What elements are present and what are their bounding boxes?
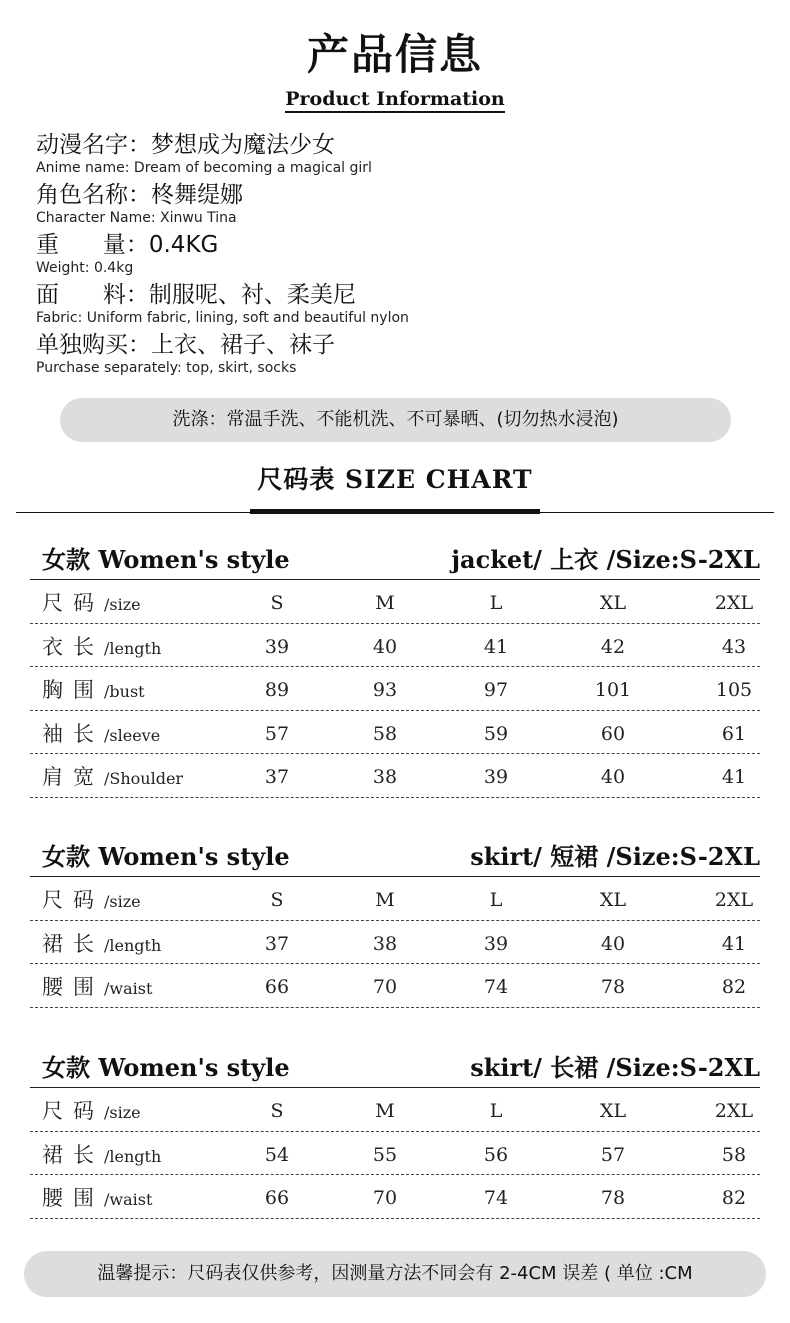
row-label-en: /size <box>104 595 141 614</box>
page-subtitle: Product Information <box>0 88 790 110</box>
cell: 89 <box>264 679 290 701</box>
measurement-tip: 温馨提示：尺码表仅供参考，因测量方法不同会有 2-4CM 误差 ( 单位 :CM <box>24 1251 766 1297</box>
row-label: 胸围 <box>42 678 104 702</box>
cell: S <box>270 592 284 614</box>
info-purchase <box>36 330 756 380</box>
cell: 39 <box>264 635 290 658</box>
table-style-label: 女款 Women's style <box>42 545 290 574</box>
table-row <box>30 964 760 1008</box>
info-weight <box>36 230 756 280</box>
cell: M <box>375 592 395 614</box>
table-header <box>30 831 760 877</box>
row-label-en: /bust <box>104 682 145 701</box>
cell: 38 <box>372 766 398 788</box>
cell: 61 <box>721 722 747 745</box>
cell: 66 <box>264 1187 290 1209</box>
cell: XL <box>599 889 627 911</box>
table-style-label: 女款 Women's style <box>42 1053 290 1082</box>
info-main: 面 料：制服呢、衬、柔美尼 <box>36 282 356 308</box>
cell: 93 <box>372 679 398 701</box>
cell: S <box>270 1100 284 1122</box>
size-chart-title: 尺码表 SIZE CHART <box>257 465 533 494</box>
info-main: 重 量：0.4KG <box>36 232 219 258</box>
cell: 78 <box>600 1187 626 1209</box>
cell: 105 <box>715 679 753 701</box>
row-label: 裙长 <box>42 1142 104 1167</box>
row-label: 肩宽 <box>42 765 104 789</box>
row-label: 尺码 <box>42 591 104 615</box>
cell: 57 <box>600 1143 626 1166</box>
cell: 78 <box>600 976 626 998</box>
cell: 70 <box>372 1187 398 1209</box>
row-label-en: /length <box>104 935 162 955</box>
row-label: 袖长 <box>42 721 104 746</box>
row-label: 尺码 <box>42 888 104 912</box>
cell: XL <box>599 1100 627 1122</box>
page-title: 产品信息 <box>306 30 483 79</box>
row-label-en: /Shoulder <box>104 769 184 788</box>
cell: 37 <box>264 766 290 788</box>
cell: 43 <box>721 635 747 658</box>
row-label: 衣长 <box>42 634 104 659</box>
row-label: 裙长 <box>42 931 104 956</box>
cell: 41 <box>721 932 747 955</box>
cell: 54 <box>264 1143 290 1166</box>
cell: 40 <box>372 635 398 658</box>
info-fabric <box>36 280 756 330</box>
cell: 70 <box>372 976 398 998</box>
info-main: 动漫名字：梦想成为魔法少女 <box>36 132 335 158</box>
cell: 101 <box>594 679 632 701</box>
table-header <box>30 534 760 580</box>
product-info <box>36 130 756 380</box>
cell: 82 <box>721 1187 747 1209</box>
row-label-en: /sleeve <box>104 725 161 745</box>
cell: S <box>270 889 284 911</box>
size-table-jacket <box>30 534 760 798</box>
table-style-label: 女款 Women's style <box>42 842 290 871</box>
info-sub: Fabric: Uniform fabric, lining, soft and beautiful nylon <box>36 310 409 326</box>
info-anime <box>36 130 756 180</box>
cell: 66 <box>264 976 290 998</box>
row-label-en: /length <box>104 638 162 658</box>
cell: 39 <box>483 932 509 955</box>
wash-note: 洗涤：常温手洗、不能机洗、不可暴晒、(切勿热水浸泡) <box>60 398 731 442</box>
table-row <box>30 1175 760 1219</box>
cell: 41 <box>721 766 747 788</box>
cell: L <box>489 1100 503 1122</box>
cell: 58 <box>372 722 398 745</box>
row-label-en: /size <box>104 892 141 911</box>
cell: 37 <box>264 932 290 955</box>
row-label-en: /length <box>104 1146 162 1166</box>
table-row <box>30 624 760 668</box>
table-item-label: skirt/ 短裙 /Size:S-2XL <box>470 842 760 871</box>
size-table-short-skirt <box>30 831 760 1008</box>
divider-accent <box>250 509 540 514</box>
table-item-label: jacket/ 上衣 /Size:S-2XL <box>451 545 760 574</box>
cell: 59 <box>483 722 509 745</box>
table-row <box>30 877 760 921</box>
cell: 38 <box>372 932 398 955</box>
row-label-en: /size <box>104 1103 141 1122</box>
cell: M <box>375 889 395 911</box>
cell: 42 <box>600 635 626 658</box>
cell: L <box>489 592 503 614</box>
cell: 41 <box>483 635 509 658</box>
table-item-label: skirt/ 长裙 /Size:S-2XL <box>470 1053 760 1082</box>
cell: 2XL <box>714 592 754 614</box>
cell: 97 <box>483 679 509 701</box>
table-header <box>30 1042 760 1088</box>
table-row <box>30 667 760 711</box>
table-row <box>30 1132 760 1176</box>
cell: 82 <box>721 976 747 998</box>
table-row <box>30 754 760 798</box>
cell: 2XL <box>714 889 754 911</box>
table-row <box>30 580 760 624</box>
info-sub: Anime name: Dream of becoming a magical girl <box>36 160 372 176</box>
cell: 2XL <box>714 1100 754 1122</box>
table-row <box>30 711 760 755</box>
row-label-en: /waist <box>104 1190 153 1209</box>
cell: 58 <box>721 1143 747 1166</box>
cell: 57 <box>264 722 290 745</box>
cell: 40 <box>600 766 626 788</box>
info-main: 单独购买：上衣、裙子、袜子 <box>36 332 335 358</box>
info-main: 角色名称：柊舞缇娜 <box>36 182 243 208</box>
cell: 40 <box>600 932 626 955</box>
cell: M <box>375 1100 395 1122</box>
cell: 60 <box>600 722 626 745</box>
info-sub: Weight: 0.4kg <box>36 260 134 276</box>
row-label-en: /waist <box>104 979 153 998</box>
info-character <box>36 180 756 230</box>
cell: 56 <box>483 1143 509 1166</box>
size-table-long-skirt <box>30 1042 760 1219</box>
cell: L <box>489 889 503 911</box>
cell: XL <box>599 592 627 614</box>
cell: 39 <box>483 766 509 788</box>
cell: 74 <box>483 1187 509 1209</box>
row-label: 腰围 <box>42 975 104 999</box>
table-row <box>30 921 760 965</box>
row-label: 尺码 <box>42 1099 104 1123</box>
cell: 74 <box>483 976 509 998</box>
table-row <box>30 1088 760 1132</box>
row-label: 腰围 <box>42 1186 104 1210</box>
info-sub: Purchase separately: top, skirt, socks <box>36 360 297 376</box>
info-sub: Character Name: Xinwu Tina <box>36 210 237 226</box>
cell: 55 <box>372 1143 398 1166</box>
